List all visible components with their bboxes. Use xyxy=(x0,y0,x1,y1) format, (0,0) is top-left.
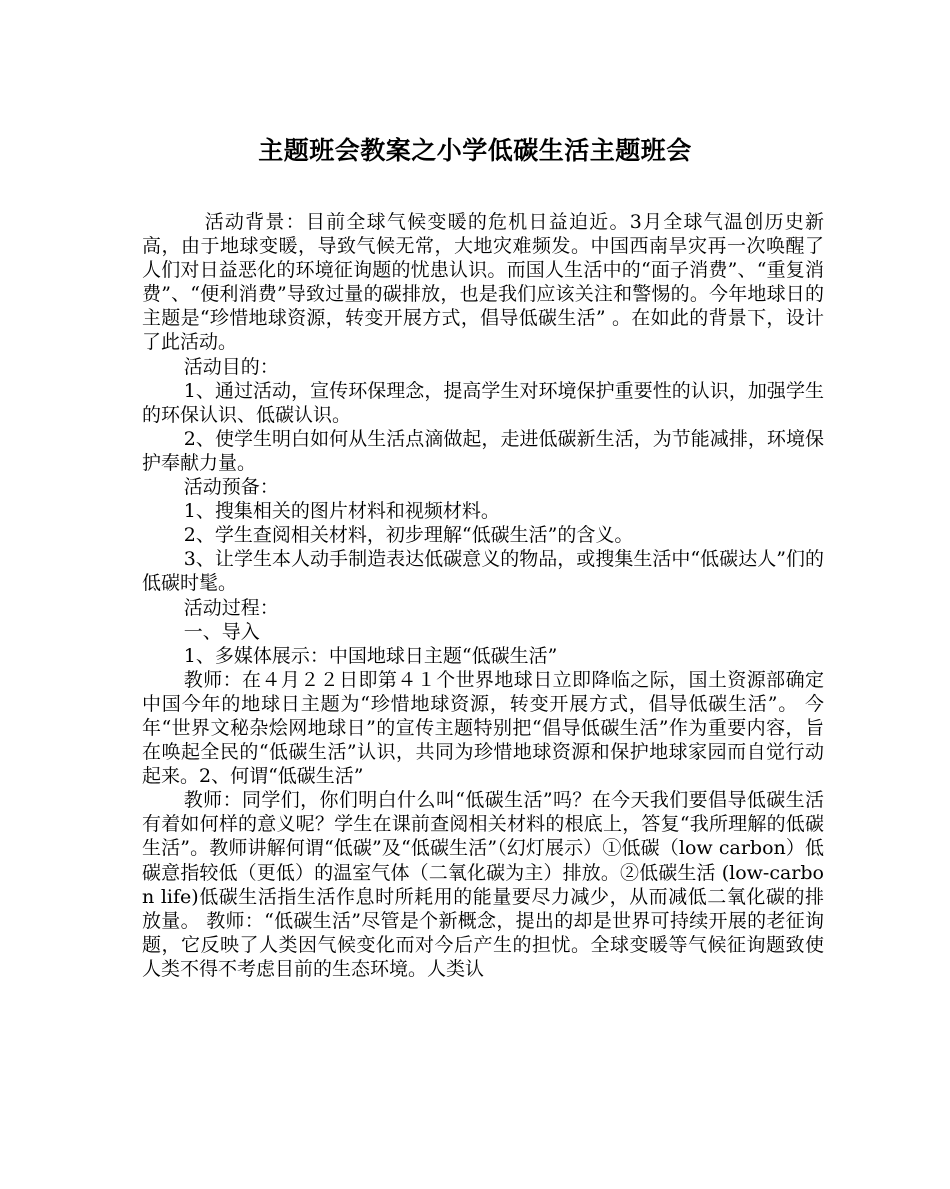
paragraph-goal-1: 1、通过活动，宣传环保理念，提高学生对环境保护重要性的认识，加强学生的环保认识、低碳认识。 xyxy=(142,379,824,426)
paragraph-preparation-2: 2、学生查阅相关材料，初步理解“低碳生活”的含义。 xyxy=(183,524,634,547)
paragraph-multimedia: 1、多媒体展示：中国地球日主题“低碳生活” xyxy=(183,644,558,667)
paragraph-preparation-heading: 活动预备： xyxy=(183,476,279,499)
document-body xyxy=(142,210,824,981)
paragraph-goal-heading: 活动目的： xyxy=(183,355,279,378)
paragraph-background: 活动背景：目前全球气候变暖的危机日益迫近。3月全球气温创历史新高，由于地球变暖，导致气候无常，大地灾难频发。中国西南旱灾再一次唤醒了人们对日益恶化的环境征询题的忧患认识。而国人生活中的“面子消费”、“重复消费”、“便利消费”导致过量的碳排放，也是我们应该关注和警惕的。今年地球日的主题是“珍惜地球资源，转变开展方式，倡导低碳生活” 。在如此的背景下，设计了此活动。 xyxy=(142,211,824,354)
paragraph-preparation-3: 3、让学生本人动手制造表达低碳意义的物品，或搜集生活中“低碳达人”们的低碳时髦。 xyxy=(142,548,824,595)
paragraph-goal-2: 2、使学生明白如何从生活点滴做起，走进低碳新生活，为节能减排，环境保护奉献力量。 xyxy=(142,427,824,474)
paragraph-process-heading: 活动过程： xyxy=(183,596,279,619)
paragraph-preparation-1: 1、搜集相关的图片材料和视频材料。 xyxy=(183,500,500,523)
document-title: 主题班会教案之小学低碳生活主题班会 xyxy=(258,136,692,165)
paragraph-section-intro: 一、导入 xyxy=(183,620,260,643)
paragraph-teacher-2: 教师：同学们，你们明白什么叫“低碳生活”吗？在今天我们要倡导低碳生活有着如何样的意义呢？学生在课前查阅相关材料的根底上，答复“我所理解的低碳生活”。教师讲解何谓“低碳”及“低碳生活”（幻灯展示）①低碳（low carbon）低碳意指较低（更低）的温室气体（二氧化碳为主）排放。②低碳生活 (low-carbon life)低碳生活指生活作息时所耗用的能量要尽力减少，从而减低二氧化碳的排放量。 教师：“低碳生活”尽管是个新概念，提出的却是世界可持续开展的老征询题，它反映了人类因气候变化而对今后产生的担忧。全球变暖等气候征询题致使人类不得不考虑目前的生态环境。人类认 xyxy=(142,789,824,980)
paragraph-teacher-1: 教师：在４月２２日即第４１个世界地球日立即降临之际，国土资源部确定中国今年的地球日主题为“珍惜地球资源，转变开展方式，倡导低碳生活”。 今年“世界文秘杂烩网地球日”的宣传主题特别把“倡导低碳生活”作为重要内容，旨在唤起全民的“低碳生活”认识，共同为珍惜地球资源和保护地球家园而自觉行动起来。2、何谓“低碳生活” xyxy=(142,668,824,788)
